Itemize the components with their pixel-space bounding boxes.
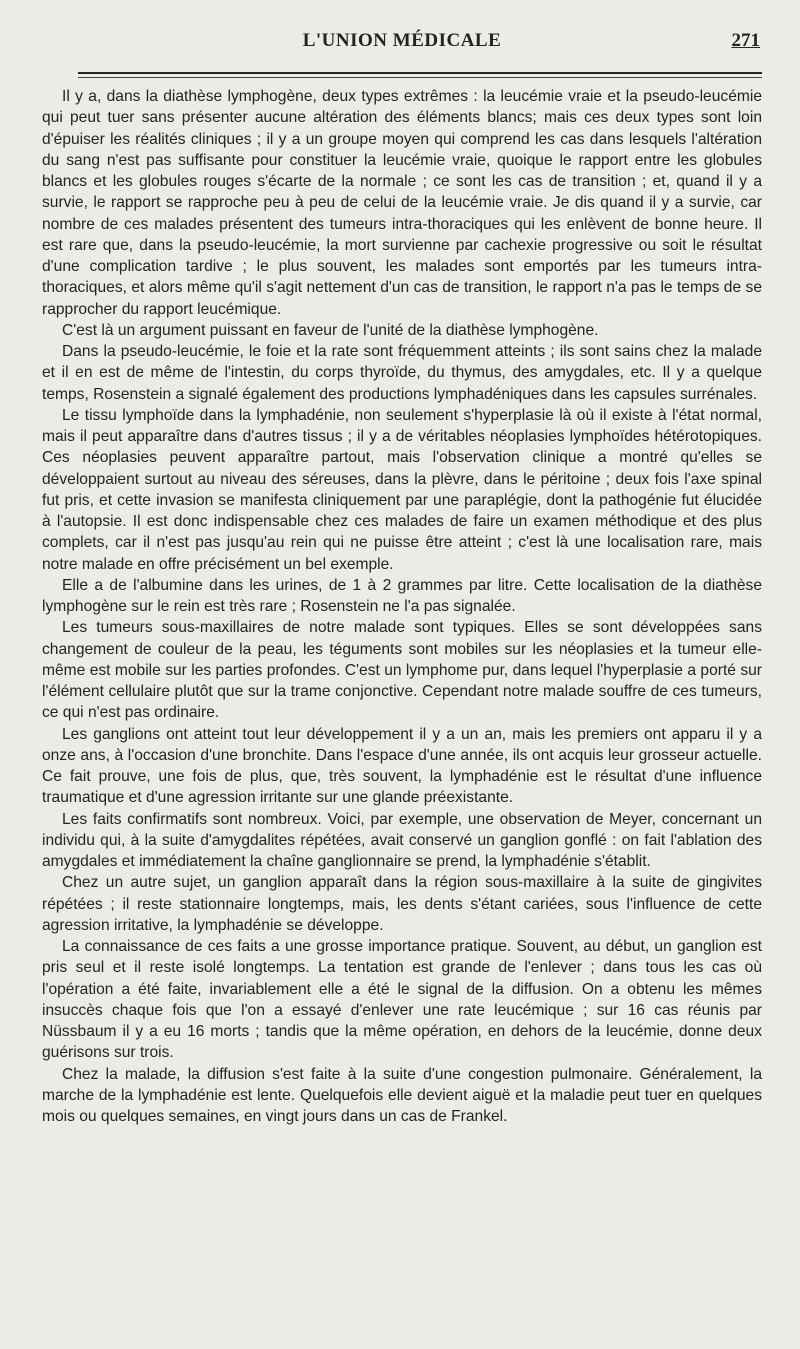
article-body [42,86,762,1127]
paragraph: Il y a, dans la diathèse lymphogène, deux types extrêmes : la leucémie vraie et la pseudo-leucémie qui peut tuer sans présenter aucune altération des éléments blancs; mais ces deux types sont loin d'épuiser les réalités cliniques ; il y a un groupe moyen qui comprend les cas dans lesquels l'altération du sang n'est pas suffisante pour constituer la leucémie vraie, quoique le rapport entre les globules blancs et les globules rouges s'écarte de la normale ; ce sont les cas de transition ; et, quand il y a survie, le rapport se rapproche peu à peu de celui de la leucémie vraie. Je dis quand il y a survie, car nombre de ces malades présentent des tumeurs intra-thoraciques qui les enlèvent de bonne heure. Il est rare que, dans la pseudo-leucémie, la mort survienne par cachexie progressive ou soit le résultat d'une complication tardive ; le plus souvent, les malades sont emportés par les tumeurs intra-thoraciques, et alors même qu'il s'agit nettement d'un cas de transition, le rapport n'a pas le temps de se rapprocher du rapport leucémique. [42,88,762,318]
paragraph: Chez un autre sujet, un ganglion apparaît dans la région sous-maxillaire à la suite de gingivites répétées ; il reste stationnaire longtemps, mais, les dents s'étant cariées, sous l'influence de cette agression irritative, la lymphadénie se développe. [42,874,762,934]
header-rule [78,72,762,74]
paragraph: Les tumeurs sous-maxillaires de notre malade sont typiques. Elles se sont développées sans changement de couleur de la peau, les téguments sont mobiles sur les néoplasies et la tumeur elle-même est mobile sur les parties profondes. C'est un lymphome pur, dans lequel l'hyperplasie a porté sur l'élément cellulaire plutôt que sur la trame conjonctive. Cependant notre malade souffre de ces tumeurs, ce qui n'est pas ordinaire. [42,619,762,722]
paragraph: Elle a de l'albumine dans les urines, de 1 à 2 grammes par litre. Cette localisation de la diathèse lymphogène sur le rein est très rare ; Rosenstein ne l'a pas signalée. [42,576,762,615]
paragraph: Les faits confirmatifs sont nombreux. Voici, par exemple, une observation de Meyer, concernant un individu qui, à la suite d'amygdalites répétées, avait conservé un ganglion gonflé : on fait l'ablation des amygdales et immédiatement la chaîne ganglionnaire se prend, la lymphadénie s'établit. [42,810,762,870]
paragraph: Le tissu lymphoïde dans la lymphadénie, non seulement s'hyperplasie là où il existe à l'état normal, mais il peut apparaître dans d'autres tissus ; il y a de véritables néoplasies lymphoïdes hétérotopiques. Ces néoplasies peuvent apparaître partout, mais l'observation clinique a montré qu'elles se développaient surtout au niveau des séreuses, dans la plèvre, dans le péritoine ; deux fois l'axe spinal fut pris, et cette invasion se manifesta cliniquement par une paraplégie, dont la pathogénie fut élucidée à l'autopsie. Il est donc indispensable chez ces malades de faire un examen méthodique et des plus complets, car il n'est pas jusqu'au rein qui ne puisse être atteint ; c'est là une localisation rare, mais notre malade en offre précisément un bel exemple. [42,406,762,573]
paragraph: C'est là un argument puissant en faveur de l'unité de la diathèse lymphogène. [62,321,599,339]
page-number: 271 [731,30,760,51]
header-rule-thin [78,77,762,78]
running-title: L'UNION MÉDICALE [302,30,502,51]
paragraph: Chez la malade, la diffusion s'est faite à la suite d'une congestion pulmonaire. Généralement, la marche de la lymphadénie est lente. Quelquefois elle devient aiguë et la maladie peut tuer en quelques mois ou quelques semaines, en vingt jours dans un cas de Frankel. [42,1065,762,1125]
paragraph: Dans la pseudo-leucémie, le foie et la rate sont fréquemment atteints ; ils sont sains chez la malade et il en est de même de l'intestin, du corps thyroïde, du thymus, des amygdales, etc. Il y a quelque temps, Rosenstein a signalé également des productions lymphadéniques dans les capsules surrénales. [42,343,762,403]
paragraph: Les ganglions ont atteint tout leur développement il y a un an, mais les premiers ont apparu il y a onze ans, à l'occasion d'une bronchite. Dans l'espace d'une année, ils ont acquis leur grosseur actuelle. Ce fait prouve, une fois de plus, que, très souvent, la lymphadénie est le résultat d'une influence traumatique et d'une agression irritante sur une glande préexistante. [42,725,762,807]
page-header [42,30,762,56]
paragraph: La connaissance de ces faits a une grosse importance pratique. Souvent, au début, un ganglion est pris seul et il reste isolé longtemps. La tentation est grande de l'enlever ; dans tous les cas où l'opération a été faite, invariablement elle a été le signal de la diffusion. On a obtenu les mêmes insuccès chaque fois que l'on a essayé d'enlever une rate leucémique ; sur 16 cas réunis par Nüssbaum il y a eu 16 morts ; tandis que la même opération, en dehors de la leucémie, donne deux guérisons sur trois. [42,938,762,1062]
